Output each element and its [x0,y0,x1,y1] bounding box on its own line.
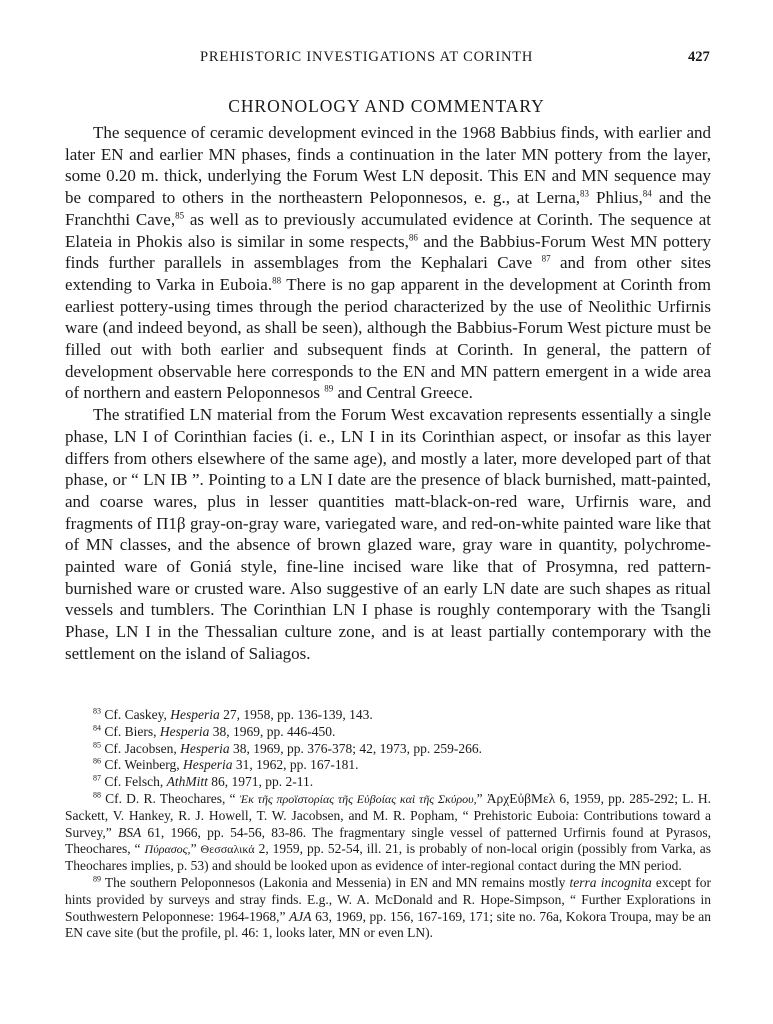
footnote-87: $^{87}$ Cf. Felsch, AthMitt 86, 1971, pp. 2-11. [93,773,314,790]
running-header [0,49,773,73]
footnote-84: $^{84}$ Cf. Biers, Hesperia 38, 1969, pp. 446-450. [93,723,336,739]
footnote-83: $^{83}$ Cf. Caskey, Hesperia 27, 1958, pp. 136-139, 143. [93,706,373,722]
footnotes [65,707,711,942]
footnote-ref-88[interactable]: 88 [272,275,282,286]
footnote-86: $^{86}$ Cf. Weinberg, Hesperia 31, 1962, pp. 167-181. [93,756,359,773]
footnote-ref-89[interactable]: 89 [324,383,334,394]
footnote-ref-87[interactable]: 87 [541,253,551,264]
paragraph-1: The sequence of ceramic development evinced in the 1968 Babbius finds, with earlier and later EN and earlier MN phases, finds a continuation in the later MN pottery from the layer, some 0.20 m. thick, underlying the Forum West LN deposit. This EN and MN sequence may be compared to others in the northeastern Peloponnesos, e. g., at Lerna,$^{83}$ Phlius,$^{84}$ and the Franchthi Cave,$^{85}$ as well as to previously accumulated evidence at Corinth. The sequence at Elateia in Phokis also is similar in some respects,$^{86}$ and the Babbius-Forum West MN pottery finds further parallels in assemblages from the Kephalari Cave $^{87}$ and from other sites extending to Varka in Euboia.$^{88}$ There is no gap apparent in the development at Corinth from earliest pottery-using times through the period characterized by the use of Neolithic Urfirnis ware (and indeed beyond, as shall be seen), although the Babbius-Forum West picture must be filled out with both earlier and subsequent finds at Corinth. In general, the pattern of development observable here corresponds to the EN and MN pattern emergent in a wide area of northern and eastern Peloponnesos $^{89}$ and Central Greece. [65,123,711,403]
footnote-ref-85[interactable]: 85 [175,210,185,221]
section-title: CHRONOLOGY AND COMMENTARY [228,96,545,116]
page-number: 427 [688,49,710,65]
footnote-85: $^{85}$ Cf. Jacobsen, Hesperia 38, 1969, pp. 376-378; 42, 1973, pp. 259-266. [93,740,482,756]
footnote-ref-84[interactable]: 84 [642,188,652,199]
footnote-88: $^{88}$ Cf. D. R. Theochares, “ Ἐκ τῆς προϊστορίας τῆς Εὐβοίας καὶ τῆς Σκύρου,” ἈρχΕὐβΜελ 6, 1959, pp. 285-292; L. H. Sackett, V. Hankey, R. J. Howell, T. W. Jacobsen, and M. R. Popham, “ Prehistoric Euboia: Contributions toward a Survey,” BSA 61, 1966, pp. 54-56, 83-86. The fragmentary single vessel of patterned Urfirnis found at Pyrasos, Theochares, “ Πύρασος,” Θεσσαλικά 2, 1959, pp. 52-54, ill. 21, is probably of non-local origin (possibly from Varka, as Theochares implies, p. 53) and should be looked upon as evidence of inter-regional contact during the MN period. [65,790,711,874]
running-title: PREHISTORIC INVESTIGATIONS AT CORINTH [200,49,534,65]
footnote-ref-86[interactable]: 86 [408,231,418,242]
paragraph-2: The stratified LN material from the Forum West excavation represents essentially a single phase, LN I of Corinthian facies (i. e., LN I in its Corinthian aspect, or insofar as this layer differs from others elsewhere of the same age), and mostly a later, more developed part of that phase, or “ LN IB ”. Pointing to a LN I date are the presence of black burnished, matt-painted, and coarse wares, plus in lesser quantities matt-black-on-red ware, Urfirnis ware, and fragments of Π1β gray-on-gray ware, variegated ware, and red-on-white painted ware like that of MN classes, and the absence of brown glazed ware, gray ware in quantity, polychrome-painted ware of Goniá style, fine-line incised ware like that of Prosymna, red pattern-burnished ware or crusted ware. Also suggestive of an early LN date are such shapes as ritual vessels and tumblers. The Corinthian LN I phase is roughly contemporary with the Tsangli Phase, LN I in the Thessalian culture zone, and is at least partially contemporary with the settlement on the island of Saliagos. [65,405,711,663]
main-text [65,122,711,665]
footnote-89: $^{89}$ The southern Peloponnesos (Lakonia and Messenia) in EN and MN remains mostly terra incognita except for hints provided by surveys and stray finds. E.g., W. A. McDonald and R. Hope-Simpson, “ Further Explorations in Southwestern Peloponnese: 1964-1968,” AJA 63, 1969, pp. 156, 167-169, 171; site no. 76a, Kokora Troupa, may be an EN cave site (but the profile, pl. 46: 1, looks later, MN or even LN). [65,874,712,941]
footnote-ref-83[interactable]: 83 [580,188,590,199]
